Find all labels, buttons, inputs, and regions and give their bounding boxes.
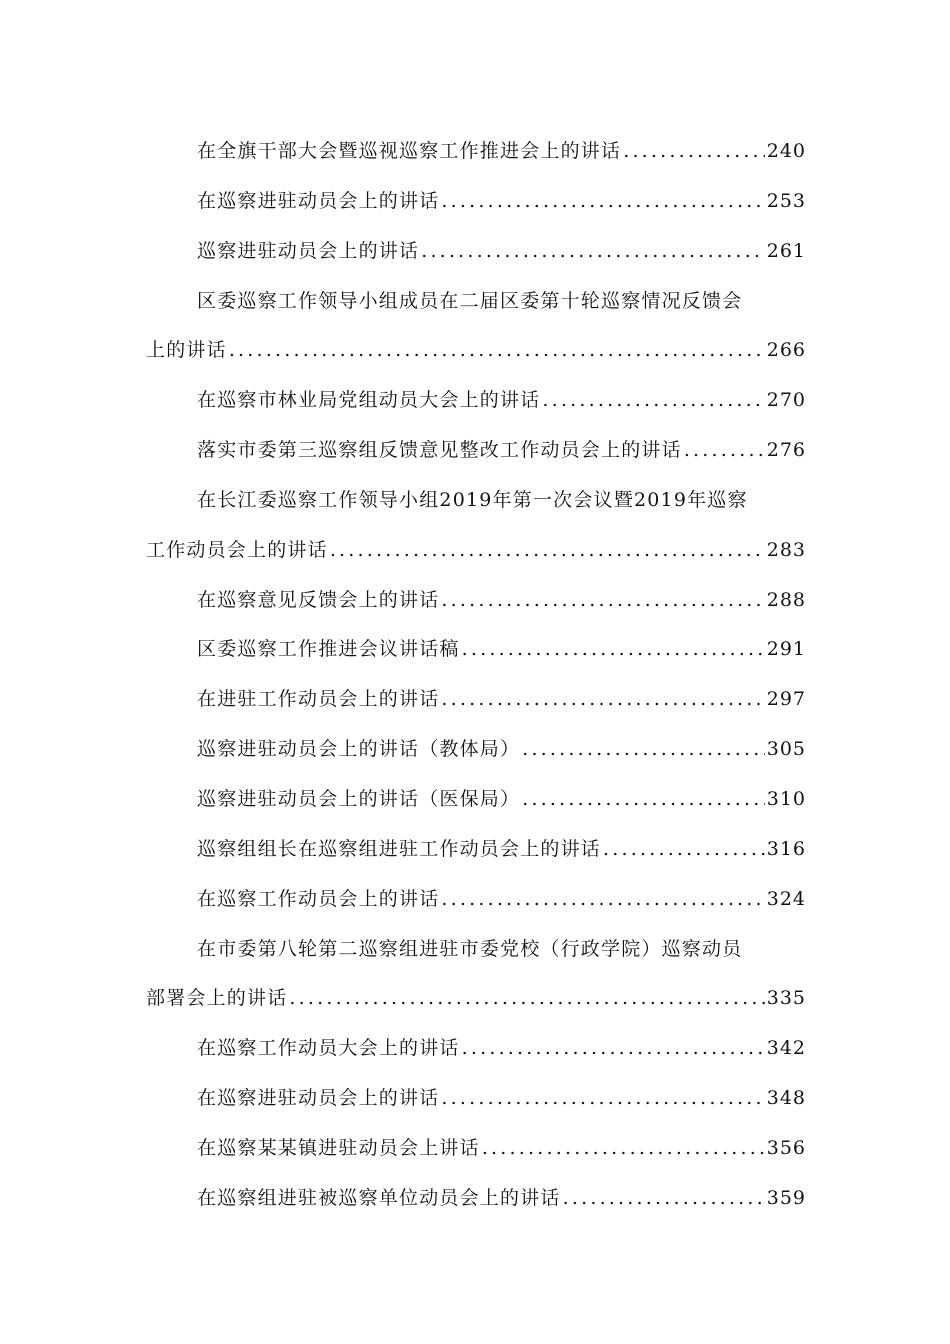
toc-entry[interactable] bbox=[146, 227, 806, 277]
dot-leader bbox=[563, 1174, 765, 1224]
toc-entry-page: 291 bbox=[766, 638, 806, 661]
toc-entry[interactable] bbox=[146, 1124, 806, 1174]
toc-entry-page: 356 bbox=[766, 1136, 806, 1159]
toc-entry[interactable] bbox=[146, 875, 806, 925]
toc-entry-page: 288 bbox=[766, 588, 806, 611]
toc-entry[interactable] bbox=[146, 376, 806, 426]
toc-entry[interactable] bbox=[146, 177, 806, 227]
toc-entry-title: 在巡察某某镇进驻动员会上讲话 bbox=[197, 1136, 480, 1159]
toc-entry-title: 巡察组组长在巡察组进驻工作动员会上的讲话 bbox=[197, 837, 602, 860]
toc-entry-title: 在巡察进驻动员会上的讲话 bbox=[197, 1087, 440, 1110]
toc-entry-page: 240 bbox=[766, 140, 806, 162]
dot-leader bbox=[441, 1074, 764, 1124]
toc-entry-page: 342 bbox=[766, 1037, 806, 1060]
toc-entry-title: 工作动员会上的讲话 bbox=[146, 538, 328, 561]
toc-entry-title: 巡察进驻动员会上的讲话（医保局） bbox=[197, 787, 521, 810]
toc-entry-page: 359 bbox=[766, 1186, 806, 1209]
toc-entry-page: 305 bbox=[766, 738, 806, 761]
dot-leader bbox=[684, 426, 765, 476]
toc-entry-title-line1: 区委巡察工作领导小组成员在二届区委第十轮巡察情况反馈会 bbox=[197, 289, 743, 312]
toc-entry-page: 253 bbox=[766, 189, 806, 212]
dot-leader bbox=[603, 825, 765, 875]
dot-leader bbox=[441, 675, 764, 725]
toc-entry-title: 巡察进驻动员会上的讲话（教体局） bbox=[197, 738, 521, 761]
toc-entry-title: 落实市委第三巡察组反馈意见整改工作动员会上的讲话 bbox=[197, 439, 682, 462]
dot-leader bbox=[522, 725, 765, 775]
toc-entry-page: 266 bbox=[766, 339, 806, 362]
dot-leader bbox=[441, 875, 764, 925]
toc-entry-page: 348 bbox=[766, 1087, 806, 1110]
toc-entry-page: 276 bbox=[766, 439, 806, 462]
toc-entry[interactable] bbox=[146, 625, 806, 675]
table-of-contents bbox=[146, 127, 806, 1224]
toc-entry-title: 在巡察工作动员会上的讲话 bbox=[197, 887, 440, 910]
toc-entry-title: 在巡察进驻动员会上的讲话 bbox=[197, 189, 440, 212]
dot-leader bbox=[330, 526, 765, 576]
dot-leader bbox=[441, 177, 764, 227]
toc-entry-page: 310 bbox=[766, 787, 806, 810]
toc-entry-page: 324 bbox=[766, 887, 806, 910]
dot-leader bbox=[421, 227, 765, 277]
toc-entry[interactable] bbox=[146, 675, 806, 725]
toc-entry[interactable] bbox=[146, 775, 806, 825]
toc-entry[interactable] bbox=[146, 1074, 806, 1124]
toc-entry[interactable] bbox=[146, 825, 806, 875]
dot-leader bbox=[229, 326, 765, 376]
toc-entry-title-line1: 在长江委巡察工作领导小组2019年第一次会议暨2019年巡察 bbox=[197, 488, 748, 511]
dot-leader bbox=[462, 1024, 765, 1074]
toc-entry-title-line1: 在市委第八轮第二巡察组进驻市委党校（行政学院）巡察动员 bbox=[197, 937, 743, 960]
dot-leader bbox=[289, 974, 764, 1024]
toc-entry[interactable] bbox=[146, 1024, 806, 1074]
toc-entry[interactable] bbox=[146, 725, 806, 775]
toc-entry[interactable] bbox=[146, 476, 806, 576]
toc-entry[interactable] bbox=[146, 277, 806, 377]
toc-entry-title: 上的讲话 bbox=[146, 339, 227, 362]
toc-entry-title: 在巡察组进驻被巡察单位动员会上的讲话 bbox=[197, 1186, 561, 1209]
toc-entry-page: 261 bbox=[766, 239, 806, 262]
toc-entry-title: 在巡察市林业局党组动员大会上的讲话 bbox=[197, 389, 541, 412]
toc-entry-title: 区委巡察工作推进会议讲话稿 bbox=[197, 638, 460, 661]
toc-entry-title: 巡察进驻动员会上的讲话 bbox=[197, 239, 420, 262]
toc-entry-title: 在巡察意见反馈会上的讲话 bbox=[197, 588, 440, 611]
dot-leader bbox=[482, 1124, 765, 1174]
dot-leader bbox=[462, 625, 765, 675]
toc-entry-page: 283 bbox=[766, 538, 806, 561]
dot-leader bbox=[623, 127, 765, 177]
toc-entry-title: 在巡察工作动员大会上的讲话 bbox=[197, 1037, 460, 1060]
toc-entry-page: 270 bbox=[766, 389, 806, 412]
toc-entry-title: 部署会上的讲话 bbox=[146, 987, 288, 1010]
toc-entry-title: 在全旗干部大会暨巡视巡察工作推进会上的讲话 bbox=[197, 140, 622, 162]
toc-entry[interactable] bbox=[146, 925, 806, 1025]
dot-leader bbox=[522, 775, 765, 825]
toc-entry[interactable] bbox=[146, 127, 806, 177]
toc-entry-page: 297 bbox=[766, 688, 806, 711]
toc-entry-page: 316 bbox=[766, 837, 806, 860]
toc-entry-title: 在进驻工作动员会上的讲话 bbox=[197, 688, 440, 711]
toc-entry[interactable] bbox=[146, 1174, 806, 1224]
toc-entry[interactable] bbox=[146, 576, 806, 626]
toc-entry[interactable] bbox=[146, 426, 806, 476]
dot-leader bbox=[441, 576, 764, 626]
dot-leader bbox=[542, 376, 764, 426]
toc-entry-page: 335 bbox=[766, 987, 806, 1010]
